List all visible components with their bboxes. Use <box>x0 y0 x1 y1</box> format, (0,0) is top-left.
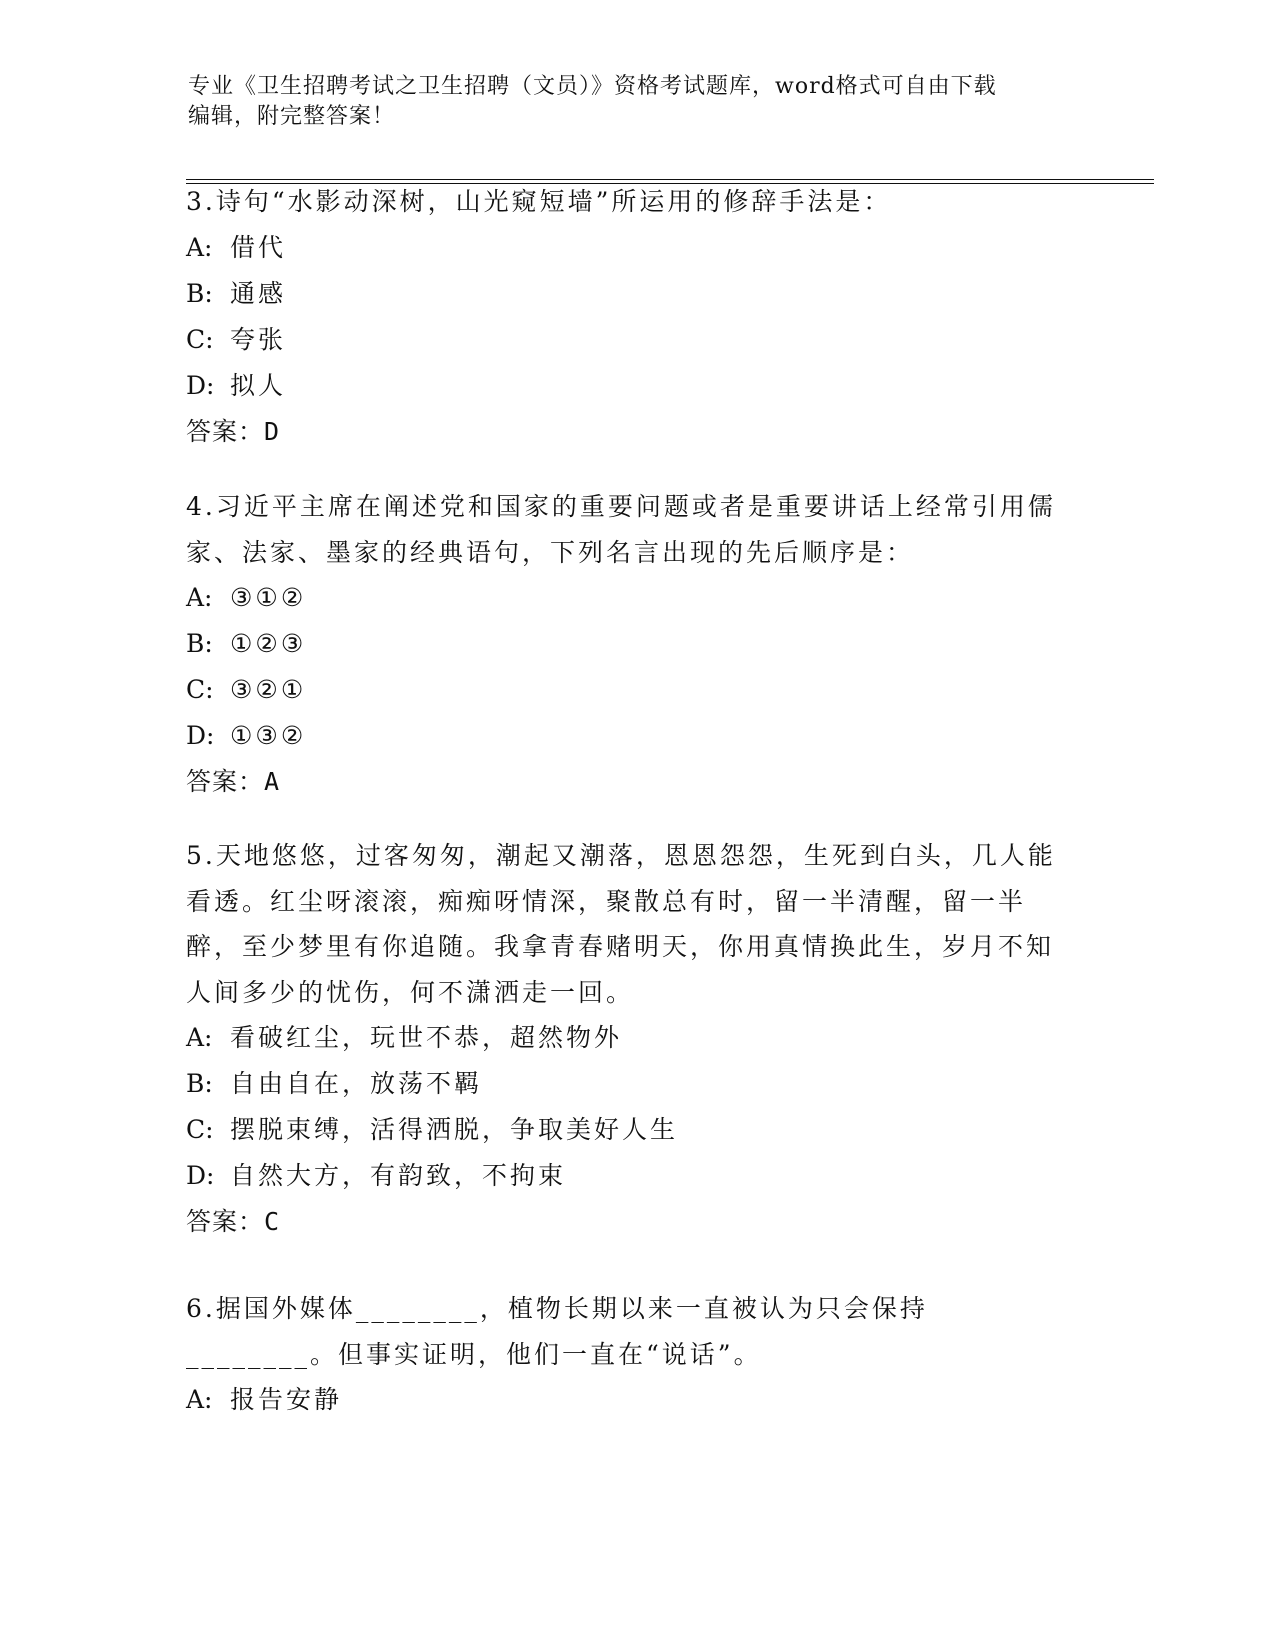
answer-line <box>186 759 1066 805</box>
question-stem: 4.习近平主席在阐述党和国家的重要问题或者是重要讲话上经常引用儒家、法家、墨家的经典语句，下列名言出现的先后顺序是： <box>186 492 1056 567</box>
question-4 <box>186 484 1066 805</box>
option-a <box>186 1015 1066 1061</box>
option-key: B: <box>186 1069 213 1098</box>
option-key: C: <box>186 675 214 704</box>
option-text: 夸张 <box>230 324 287 354</box>
option-key: D: <box>186 370 215 400</box>
option-key: C: <box>186 324 214 354</box>
option-d <box>186 1153 1066 1199</box>
option-text: 看破红尘，玩世不恭，超然物外 <box>230 1023 623 1052</box>
option-text: 自由自在，放荡不羁 <box>230 1069 483 1098</box>
header-line-1: 专业《卫生招聘考试之卫生招聘（文员）》资格考试题库，word格式可自由下载 <box>188 74 997 99</box>
option-key: B: <box>186 629 213 658</box>
option-c <box>186 317 1066 363</box>
option-text: 通感 <box>230 278 287 308</box>
option-key: C: <box>186 1115 214 1144</box>
option-text: ①②③ <box>230 629 307 658</box>
option-b <box>186 621 1066 667</box>
answer-label: 答案： <box>186 1207 265 1236</box>
option-d <box>186 363 1066 409</box>
option-a <box>186 1377 1066 1423</box>
question-3 <box>186 179 1066 455</box>
option-text: 借代 <box>230 232 287 262</box>
answer-value: A <box>264 767 281 796</box>
question-stem: 3.诗句“水影动深树，山光窥短墙”所运用的修辞手法是： <box>186 187 892 216</box>
option-key: A: <box>186 1023 213 1052</box>
option-text: ①③② <box>230 721 307 750</box>
question-5 <box>186 833 1066 1245</box>
question-stem: 6.据国外媒体________，植物长期以来一直被认为只会保持________。但事实证明，他们一直在“说话”。 <box>186 1294 928 1369</box>
option-key: D: <box>186 1161 215 1190</box>
header-line-2: 编辑，附完整答案！ <box>188 104 396 129</box>
answer-label: 答案： <box>186 767 265 796</box>
document-header <box>188 72 1088 132</box>
option-text: ③②① <box>230 675 307 704</box>
answer-value: D <box>264 416 281 446</box>
option-key: B: <box>186 278 213 308</box>
option-text: 报告安静 <box>230 1385 343 1414</box>
option-b <box>186 271 1066 317</box>
answer-line <box>186 1199 1066 1245</box>
answer-line <box>186 409 1066 455</box>
question-6 <box>186 1286 1066 1423</box>
option-text: 自然大方，有韵致，不拘束 <box>230 1161 567 1190</box>
option-a <box>186 225 1066 271</box>
option-key: D: <box>186 721 215 750</box>
option-c <box>186 1107 1066 1153</box>
answer-label: 答案： <box>186 416 265 446</box>
option-text: 拟人 <box>230 370 287 400</box>
option-key: A: <box>186 1385 213 1414</box>
answer-value: C <box>264 1207 281 1236</box>
option-c <box>186 667 1066 713</box>
option-b <box>186 1061 1066 1107</box>
option-key: A: <box>186 232 213 262</box>
question-stem: 5.天地悠悠，过客匆匆，潮起又潮落，恩恩怨怨，生死到白头，几人能看透。红尘呀滚滚，痴痴呀情深，聚散总有时，留一半清醒，留一半醉，至少梦里有你追随。我拿青春赌明天，你用真情换此生，岁月不知人间多少的忧伤，何不潇洒走一回。 <box>186 841 1056 1007</box>
option-a <box>186 575 1066 621</box>
option-key: A: <box>186 583 213 612</box>
option-text: 摆脱束缚，活得洒脱，争取美好人生 <box>230 1115 679 1144</box>
option-d <box>186 713 1066 759</box>
option-text: ③①② <box>230 583 307 612</box>
